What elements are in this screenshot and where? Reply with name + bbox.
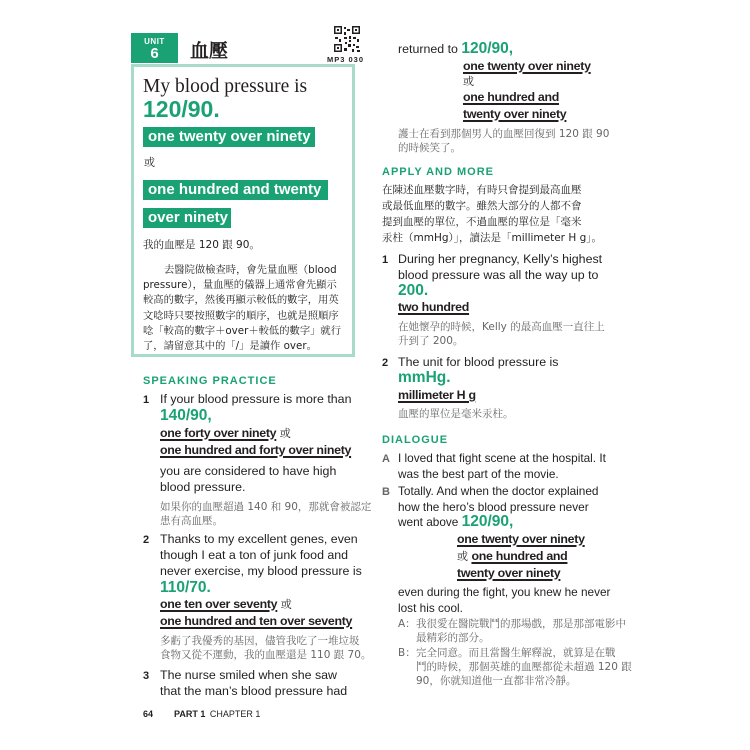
translation-line: 護士在看到那個男人的血壓回復到 120 跟 90 [398, 128, 610, 140]
speaker-label: A [382, 453, 390, 465]
reading: one forty over ninety [160, 426, 277, 440]
chapter-label: CHAPTER 1 [209, 709, 261, 719]
unit-word: UNIT [144, 37, 165, 46]
translation-line: 血壓的單位是毫米汞柱。 [398, 408, 514, 420]
reading-highlight-2b: over ninety [143, 208, 231, 228]
reading-highlight-2a: one hundred and twenty [143, 180, 328, 200]
reading: twenty over ninety [463, 107, 567, 121]
sentence-line: never exercise, my blood pressure is [160, 564, 362, 578]
speaking-practice-heading: SPEAKING PRACTICE [143, 375, 277, 387]
speaker-label-zh: A： [398, 618, 416, 630]
bp-value: 120/90, [461, 40, 514, 57]
dialogue-translation-line: 最精彩的部分。 [416, 632, 490, 644]
reading-line [160, 425, 291, 443]
mp3-label: MP3 030 [327, 55, 365, 64]
translation-line: 多虧了我優秀的基因，儘管我吃了一堆垃圾 [160, 635, 360, 647]
bp-value: 200. [398, 282, 429, 299]
sentence-line: Thanks to my excellent genes, even [160, 532, 358, 546]
usage-note [143, 263, 355, 354]
key-sentence: My blood pressure is [143, 76, 308, 97]
translation-line: 如果你的血壓超過 140 和 90，那就會被認定 [160, 501, 372, 513]
sentence-line: though I eat a ton of junk food and [160, 548, 349, 562]
dialogue-line: Totally. And when the doctor explained [398, 484, 599, 498]
reading: one hundred and [471, 549, 568, 563]
item-number: 2 [143, 534, 150, 546]
reading: one hundred and [463, 90, 559, 104]
reading-line [160, 596, 292, 614]
dialogue-heading: DIALOGUE [382, 434, 449, 446]
page-number: 64 [143, 709, 154, 719]
unit-value: mmHg. [398, 369, 451, 386]
usage-note-line: 較高的數字，然後再顯示較低的數字，用英 [143, 294, 339, 307]
qr-code-icon[interactable] [333, 25, 361, 53]
reading: one twenty over ninety [463, 59, 591, 73]
unit-title: 血壓 [190, 40, 229, 62]
apply-note-line: 在陳述血壓數字時，有時只會提到最高血壓 [382, 184, 582, 196]
dialogue-line: was the best part of the movie. [398, 467, 559, 481]
dialogue-line [398, 514, 513, 531]
sentence-line: During her pregnancy, Kelly’s highest [398, 252, 603, 266]
usage-note-line: pressure），量血壓的儀器上通常會先顯示 [143, 279, 337, 292]
sentence-text: returned to [398, 42, 458, 56]
reading: millimeter H g [398, 388, 476, 402]
footer-part [174, 709, 260, 719]
bp-value: 120/90, [461, 513, 514, 530]
usage-note-line: 文唸時只要按照數字的順序，也就是照順序 [143, 309, 339, 322]
dialogue-translation-line: 鬥的時候，那個英雄的血壓都從未超過 120 跟 [416, 661, 632, 673]
item-number: 1 [382, 254, 389, 266]
sentence-line: you are considered to have high [160, 464, 337, 478]
usage-note-line: 了，請留意其中的「/」是讀作 over。 [143, 340, 317, 353]
dialogue-translation-line: 我很愛在醫院戰鬥的那場戲，那是那部電影中 [416, 618, 626, 630]
reading: one hundred and forty over ninety [160, 443, 352, 457]
usage-note-line: 去醫院做檢查時，會先量血壓（blood [164, 264, 337, 276]
sentence-line: If your blood pressure is more than [160, 392, 352, 406]
dialogue-translation-line: 完全同意。而且當醫生解釋說，就算是在戰 [416, 647, 616, 659]
key-translation: 我的血壓是 120 跟 90。 [143, 239, 260, 251]
speaker-label-zh: B： [398, 647, 416, 659]
dialogue-translation-line: 90，你就知道他一直都非常冷靜。 [416, 675, 577, 687]
or-label: 或 [457, 550, 468, 563]
apply-note-line: 汞柱（mmHg）」，讀法是「millimeter H g」。 [382, 232, 602, 244]
unit-number: 6 [150, 45, 159, 62]
bp-value: 140/90, [160, 407, 212, 424]
apply-note-line: 或最低血壓的數字。雖然大部分的人都不會 [382, 200, 582, 212]
key-value: 120/90. [143, 96, 220, 122]
reading: one ten over seventy [160, 597, 278, 611]
part-label: PART 1 [174, 709, 206, 719]
dialogue-line: I loved that fight scene at the hospital. It [398, 451, 606, 465]
reading: twenty over ninety [457, 566, 561, 580]
dialogue-line: lost his cool. [398, 601, 463, 615]
reading-highlight-1: one twenty over ninety [143, 127, 315, 147]
sentence-line: that the man’s blood pressure had [160, 684, 348, 698]
translation-line: 患有高血壓。 [160, 515, 223, 527]
translation-line: 食物又從不運動，我的血壓還是 110 跟 70。 [160, 649, 372, 661]
item-number: 3 [143, 670, 150, 682]
reading: two hundred [398, 300, 470, 314]
or-label: 或 [463, 75, 474, 88]
or-label: 或 [280, 598, 292, 611]
reading-line [457, 548, 567, 566]
dialogue-text: went above [398, 515, 459, 529]
bp-value: 110/70. [160, 579, 211, 596]
unit-badge [131, 33, 178, 63]
item-number: 1 [143, 394, 150, 406]
apply-and-more-heading: APPLY AND MORE [382, 166, 495, 178]
sentence-line: blood pressure. [160, 480, 246, 494]
translation-line: 的時候笑了。 [398, 142, 461, 154]
sentence-line: The nurse smiled when she saw [160, 668, 337, 682]
reading: one twenty over ninety [457, 532, 585, 546]
apply-note-line: 提到血壓的單位，不過血壓的單位是「毫米 [382, 216, 582, 228]
sentence-line: blood pressure was all the way up to [398, 268, 599, 282]
or-label: 或 [144, 156, 155, 169]
dialogue-line: how the hero’s blood pressure never [398, 500, 589, 514]
apply-note [382, 182, 602, 246]
sentence-line [398, 41, 513, 58]
sentence-line: The unit for blood pressure is [398, 355, 559, 369]
reading: one hundred and ten over seventy [160, 614, 353, 628]
translation-line: 在她懷孕的時候，Kelly 的最高血壓一直往上 [398, 321, 605, 333]
usage-note-line: 唸「較高的數字＋over＋較低的數字」就行 [143, 324, 342, 337]
speaker-label: B [382, 486, 390, 498]
dialogue-line: even during the fight, you knew he never [398, 585, 611, 599]
or-label: 或 [279, 427, 291, 440]
item-number: 2 [382, 357, 389, 369]
translation-line: 升到了 200。 [398, 335, 464, 347]
